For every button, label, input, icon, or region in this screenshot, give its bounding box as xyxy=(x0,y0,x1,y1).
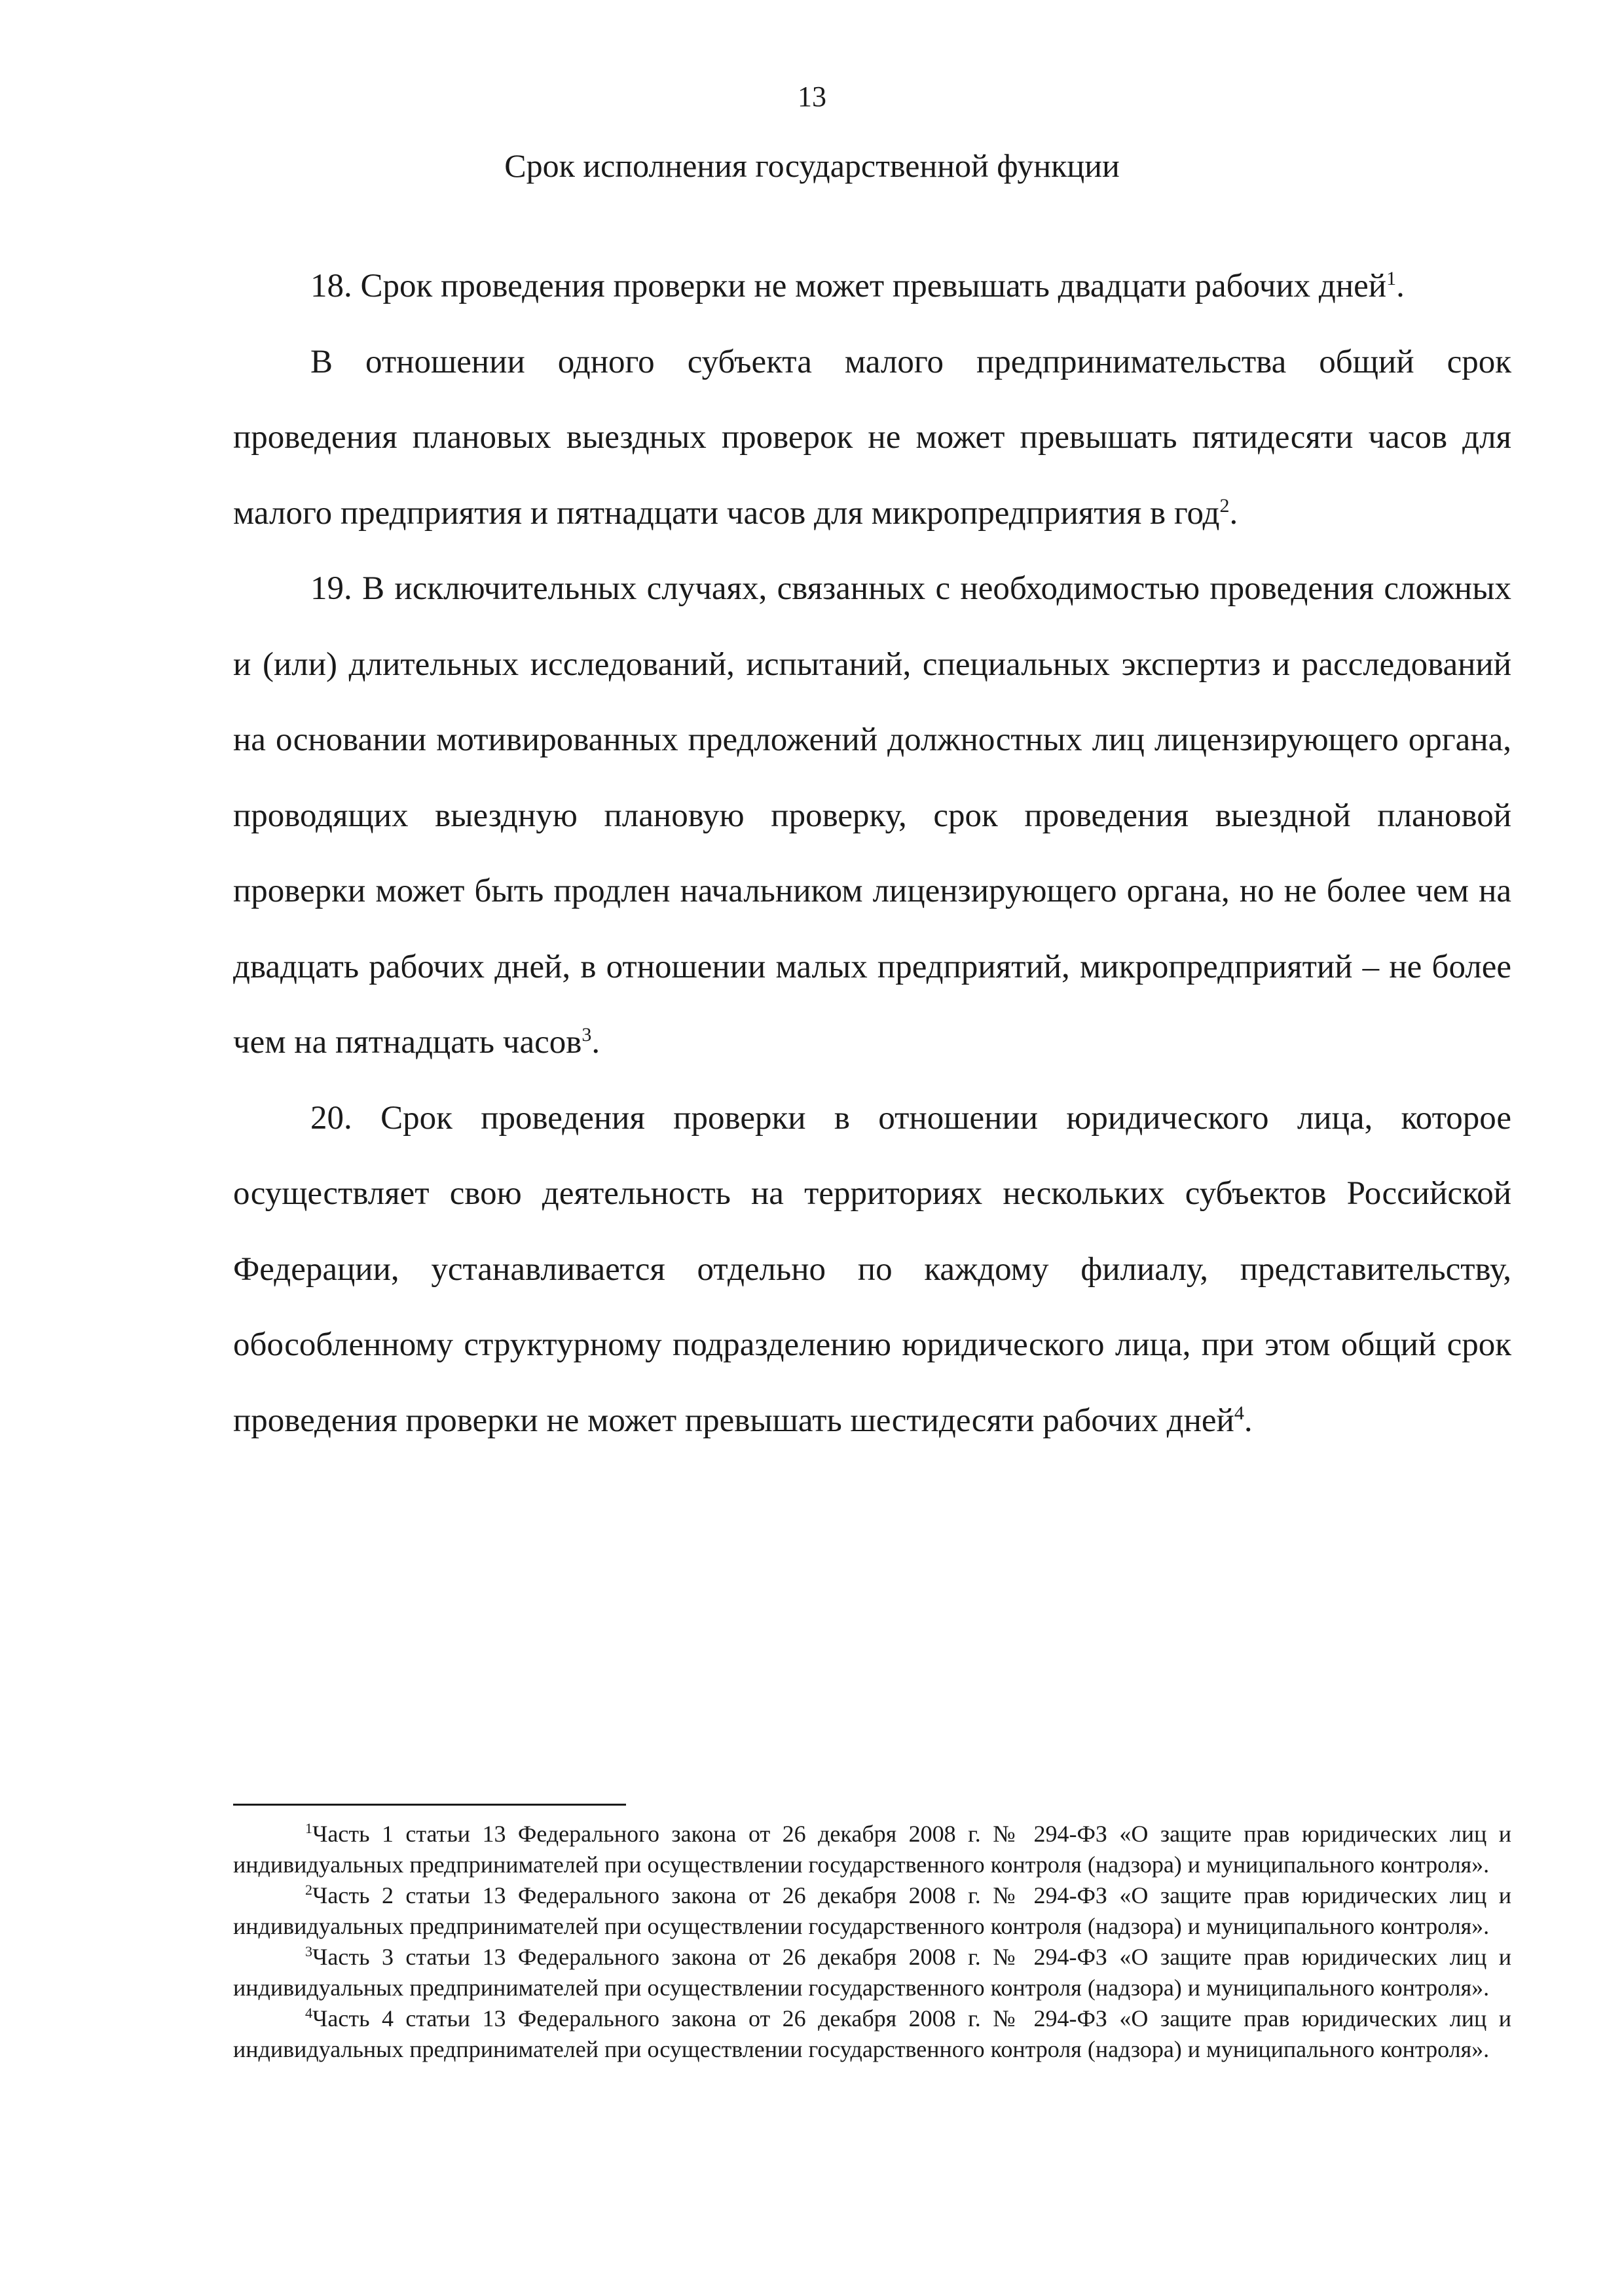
paragraph xyxy=(233,325,1511,552)
footnotes xyxy=(233,1819,1511,2065)
footnote-mark: 4 xyxy=(305,2005,312,2021)
paragraph-end: . xyxy=(1244,1402,1253,1439)
paragraph-text: 20. Срок проведения проверки в отношении юридического лица, которое осуществляет свою деятельность на территориях нескольких субъектов Российской Федерации, устанавливается отдельно по каждому филиалу, представительству, обособленному структурному подразделению юридического лица, при этом общий срок проведения проверки не может превышать шестидесяти рабочих дней xyxy=(233,1099,1511,1439)
paragraph xyxy=(233,551,1511,1081)
paragraph-text: 19. В исключительных случаях, связанных с необходимостью проведения сложных и (или) длительных исследований, испытаний, специальных экспертиз и расследований на основании мотивированных предложений должностных лиц лицензирующего органа, проводящих выездную плановую проверку, срок проведения выездной плановой проверки может быть продлен начальником лицензирующего органа, но не более чем на двадцать рабочих дней, в отношении малых предприятий, микропредприятий – не более чем на пятнадцать часов xyxy=(233,570,1511,1061)
footnote-mark: 2 xyxy=(305,1882,312,1898)
footnote-text: Часть 1 статьи 13 Федерального закона от 26 декабря 2008 г. № 294-ФЗ «О защите прав юридических лиц и индивидуальных предпринимателей при осуществлении государственного контроля (надзора) и муниципального контроля». xyxy=(233,1821,1511,1878)
paragraph-text: В отношении одного субъекта малого предпринимательства общий срок проведения плановых выездных проверок не может превышать пятидесяти часов для малого предприятия и пятнадцати часов для микропредприятия в год xyxy=(233,343,1511,532)
footnote-ref: 1 xyxy=(1386,268,1397,289)
footnote-ref: 4 xyxy=(1234,1402,1244,1424)
paragraph xyxy=(233,249,1511,325)
paragraph-end: . xyxy=(1396,268,1405,304)
paragraph-text: 18. Срок проведения проверки не может превышать двадцати рабочих дней xyxy=(310,268,1387,304)
footnote-text: Часть 4 статьи 13 Федерального закона от 26 декабря 2008 г. № 294-ФЗ «О защите прав юридических лиц и индивидуальных предпринимателей при осуществлении государственного контроля (надзора) и муниципального контроля». xyxy=(233,2005,1511,2062)
body-text xyxy=(233,249,1511,1459)
section-heading: Срок исполнения государственной функции xyxy=(504,147,1120,184)
footnote-ref: 2 xyxy=(1219,494,1230,517)
page-number: 13 xyxy=(798,81,826,113)
footnote-separator xyxy=(233,1804,626,1806)
footnote-mark: 1 xyxy=(305,1820,312,1836)
paragraph-end: . xyxy=(1229,494,1238,532)
footnote xyxy=(233,2003,1511,2065)
footnote-mark: 3 xyxy=(305,1943,312,1959)
footnote-ref: 3 xyxy=(581,1024,592,1046)
footnote xyxy=(233,1819,1511,1880)
footnote xyxy=(233,1942,1511,2003)
paragraph-end: . xyxy=(591,1024,600,1061)
footnote xyxy=(233,1880,1511,1942)
footnote-text: Часть 3 статьи 13 Федерального закона от 26 декабря 2008 г. № 294-ФЗ «О защите прав юридических лиц и индивидуальных предпринимателей при осуществлении государственного контроля (надзора) и муниципального контроля». xyxy=(233,1944,1511,2001)
footnote-text: Часть 2 статьи 13 Федерального закона от 26 декабря 2008 г. № 294-ФЗ «О защите прав юридических лиц и индивидуальных предпринимателей при осуществлении государственного контроля (надзора) и муниципального контроля». xyxy=(233,1882,1511,1939)
paragraph xyxy=(233,1081,1511,1459)
